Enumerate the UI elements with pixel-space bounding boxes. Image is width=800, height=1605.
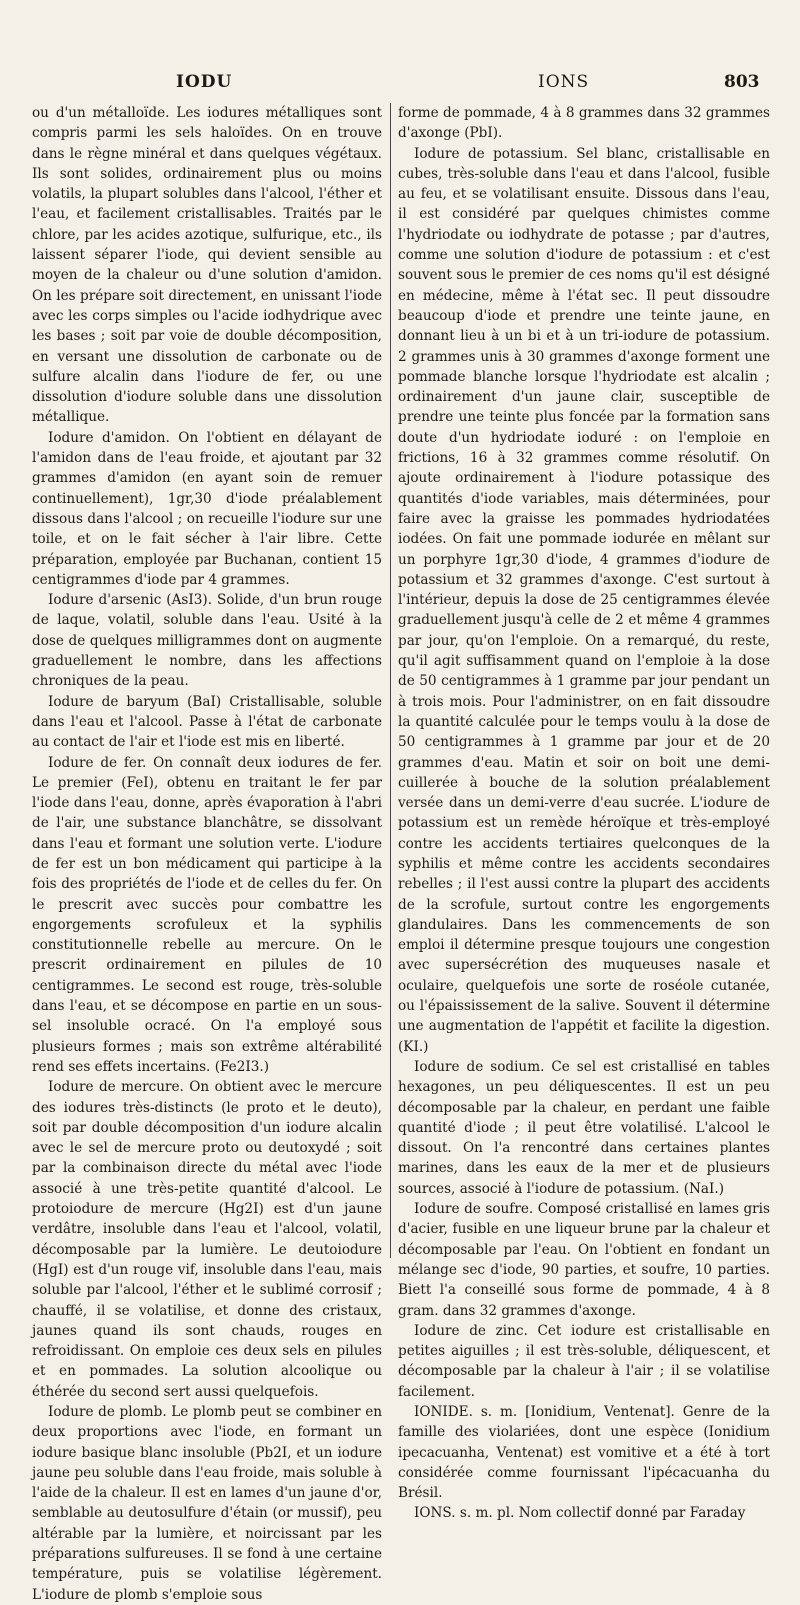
left-column	[32, 103, 382, 1603]
entry-ions: IONS. s. m. pl. Nom collectif donné par Faraday	[414, 1505, 746, 1522]
paragraph: ou d'un métalloïde. Les iodures métalliques sont compris parmi les sels haloïdes. On en trouve dans le règne minéral et dans quelques végétaux. Ils sont solides, ordinairement plus ou moins volatils, la plupart solubles dans l'alcool, l'éther et l'eau, et facilement cristallisables. Traités par le chlore, par les acides azotique, sulfurique, etc., ils laissent séparer l'iode, qui devient sensible au moyen de la chaleur ou d'une solution d'amidon. On les prépare soit directement, en unissant l'iode avec les corps simples ou l'acide iodhydrique avec les bases ; soit par voie de double décomposition, en versant une dissolution de carbonate ou de sulfure alcalin dans l'iodure de fer, ou une dissolution d'iodure soluble dans une dissolution métallique.	[32, 105, 382, 426]
right-running-head: IONS	[538, 72, 590, 92]
entry-iodure-potassium: Iodure de potassium. Sel blanc, cristallisable en cubes, très-soluble dans l'eau et dans l'alcool, fusible au feu, et se volatilisant ensuite. Dissous dans l'eau, il est considéré par quelques chimistes comme l'hydriodate ou iodhydrate de potasse ; par d'autres, comme une solution d'iodure de potassium : et c'est souvent sous le premier de ces noms qu'il est désigné en médecine, même à l'état sec. Il peut dissoudre beaucoup d'iode et prendre une teinte jaune, en donnant lieu à un bi et à un tri-iodure de potassium. 2 grammes unis à 30 grammes d'axonge forment une pommade blanche lorsque l'hydriodate est alcalin ; ordinairement d'un jaune clair, susceptible de prendre une teinte plus foncée par la formation sans doute d'un hydriodate ioduré : on l'emploie en frictions, 16 à 32 grammes comme résolutif. On ajoute ordinairement à l'iodure potassique des quantités d'iode variables, mais déterminées, pour faire avec la graisse les pommades hydriodatées iodées. On fait une pommade iodurée en mêlant sur un porphyre 1gr,30 d'iode, 4 grammes d'iodure de potassium et 32 grammes d'axonge. C'est surtout à l'intérieur, depuis la dose de 25 centigrammes élevée graduellement jusqu'à celle de 2 et même 4 grammes par jour, qu'on l'emploie. On a remarqué, du reste, qu'il agit suffisamment quand on l'emploie à la dose de 50 centigrammes à 1 gramme par jour pendant un à trois mois. Pour l'administrer, on en fait dissoudre la quantité calculée pour le temps voulu à la dose de 50 centigrammes à 1 gramme par jour et de 20 grammes d'eau. Matin et soir on boit une demi-cuillerée à bouche de la solution préalablement versée dans un demi-verre d'eau sucrée. L'iodure de potassium est un remède héroïque et très-employé contre les accidents tertiaires quelconques de la syphilis et même contre les accidents secondaires rebelles ; il l'est aussi contre la plupart des accidents de la scrofule, surtout contre les engorgements glandulaires. Dans les commencements de son emploi il détermine presque toujours une congestion avec supersécrétion des muqueuses nasale et oculaire, quelquefois une sorte de roséole cutanée, ou l'épaississement de la salive. Souvent il détermine une augmentation de l'appétit et facilite la digestion. (KI.)	[398, 145, 770, 1055]
entry-iodure-baryum: Iodure de baryum (BaI) Cristallisable, soluble dans l'eau et l'alcool. Passe à l'état de carbonate au contact de l'air et l'iode est mis en liberté.	[32, 693, 382, 751]
entry-iodure-fer: Iodure de fer. On connaît deux iodures de fer. Le premier (FeI), obtenu en traitant le fer par l'iode dans l'eau, donne, après évaporation à l'abri de l'air, une substance blanchâtre, se dissolvant dans l'eau et formant une solution verte. L'iodure de fer est un bon médicament qui participe à la fois des propriétés de l'iode et de celles du fer. On le prescrit avec succès pour combattre les engorgements scrofuleux et la syphilis constitutionnelle rebelle au mercure. On le prescrit ordinairement en pilules de 10 centigrammes. Le second est rouge, très-soluble dans l'eau, et se décompose en partie en un sous-sel insoluble ocracé. On l'a employé sous plusieurs formes ; mais son extrême altérabilité rend ses effets incertains. (Fe2I3.)	[32, 754, 382, 1075]
entry-iodure-plomb: Iodure de plomb. Le plomb peut se combiner en deux proportions avec l'iode, en formant un iodure basique blanc insoluble (Pb2I, et un iodure jaune peu soluble dans l'eau froide, mais soluble à l'aide de la chaleur. Il est en lames d'un jaune d'or, semblable au deutosulfure d'étain (or mussif), peu altérable par la lumière, et noircissant par les préparations sulfureuses. Il se fond à une certaine température, puis se volatilise légèrement. L'iodure de plomb s'emploie sous	[32, 1404, 382, 1603]
entry-iodure-soufre: Iodure de soufre. Composé cristallisé en lames gris d'acier, fusible en une liqueur brune par la chaleur et décomposable par l'eau. On l'obtient en fondant un mélange sec d'iode, 90 parties, et soufre, 10 parties. Biett l'a conseillé sous forme de pommade, 4 à 8 gram. dans 32 grammes d'axonge.	[398, 1201, 770, 1319]
entry-iodure-amidon: Iodure d'amidon. On l'obtient en délayant de l'amidon dans de l'eau froide, et ajoutant par 32 grammes d'amidon (en ayant soin de remuer continuellement), 1gr,30 d'iode préalablement dissous dans l'alcool ; on recueille l'iodure sur une toile, et on le fait sécher à l'air libre. Cette préparation, employée par Buchanan, contient 15 centigrammes d'iode par 4 grammes.	[32, 429, 382, 588]
paragraph: forme de pommade, 4 à 8 grammes dans 32 grammes d'axonge (PbI).	[398, 105, 770, 142]
entry-iodure-mercure: Iodure de mercure. On obtient avec le mercure des iodures très-distincts (le proto et le deuto), soit par double décomposition d'un iodure alcalin avec le sel de mercure proto ou deutoxydé ; soit par la combinaison directe du métal avec l'iode associé à une très-petite quantité d'alcool. Le protoiodure de mercure (Hg2I) est d'un jaune verdâtre, insoluble dans l'eau et l'alcool, volatil, décomposable par la lumière. Le deutoiodure (HgI) est d'un rouge vif, insoluble dans l'eau, mais soluble par l'alcool, l'éther et le sublimé corrosif ; chauffé, il se volatilise, et donne des cristaux, jaunes quand ils sont chauds, rouges en refroidissant. On emploie ces deux sels en pilules et en pommades. La solution alcoolique ou éthérée du second sert aussi quelquefois.	[32, 1079, 382, 1400]
entry-iodure-arsenic: Iodure d'arsenic (AsI3). Solide, d'un brun rouge de laque, volatil, soluble dans l'eau. Usité à la dose de quelques milligrammes dont on augmente graduellement le nombre, dans les affections chroniques de la peau.	[32, 592, 382, 690]
page-header	[0, 72, 800, 102]
page-number: 803	[724, 72, 760, 92]
entry-iodure-sodium: Iodure de sodium. Ce sel est cristallisé en tables hexagones, un peu déliquescentes. Il est un peu décomposable par la chaleur, en perdant une faible quantité d'iode ; il peut être volatilisé. L'alcool le dissout. On l'a rencontré dans certaines plantes marines, dans les eaux de la mer et de plusieurs sources, associé à l'iodure de potassium. (NaI.)	[398, 1058, 770, 1197]
entry-iodure-zinc: Iodure de zinc. Cet iodure est cristallisable en petites aiguilles ; il est très-soluble, déliquescent, et décomposable par la chaleur à l'air ; il se volatilise facilement.	[398, 1322, 770, 1400]
entry-ionide: IONIDE. s. m. [Ionidium, Ventenat]. Genre de la famille des violariées, dont une espèce (Ionidium ipecacuanha, Ventenat) est vomitive et a été à tort considérée comme fournissant l'ipécacuanha du Brésil.	[398, 1404, 770, 1502]
right-column	[398, 103, 770, 1522]
column-divider	[390, 103, 391, 1258]
left-running-head: IODU	[176, 72, 233, 92]
